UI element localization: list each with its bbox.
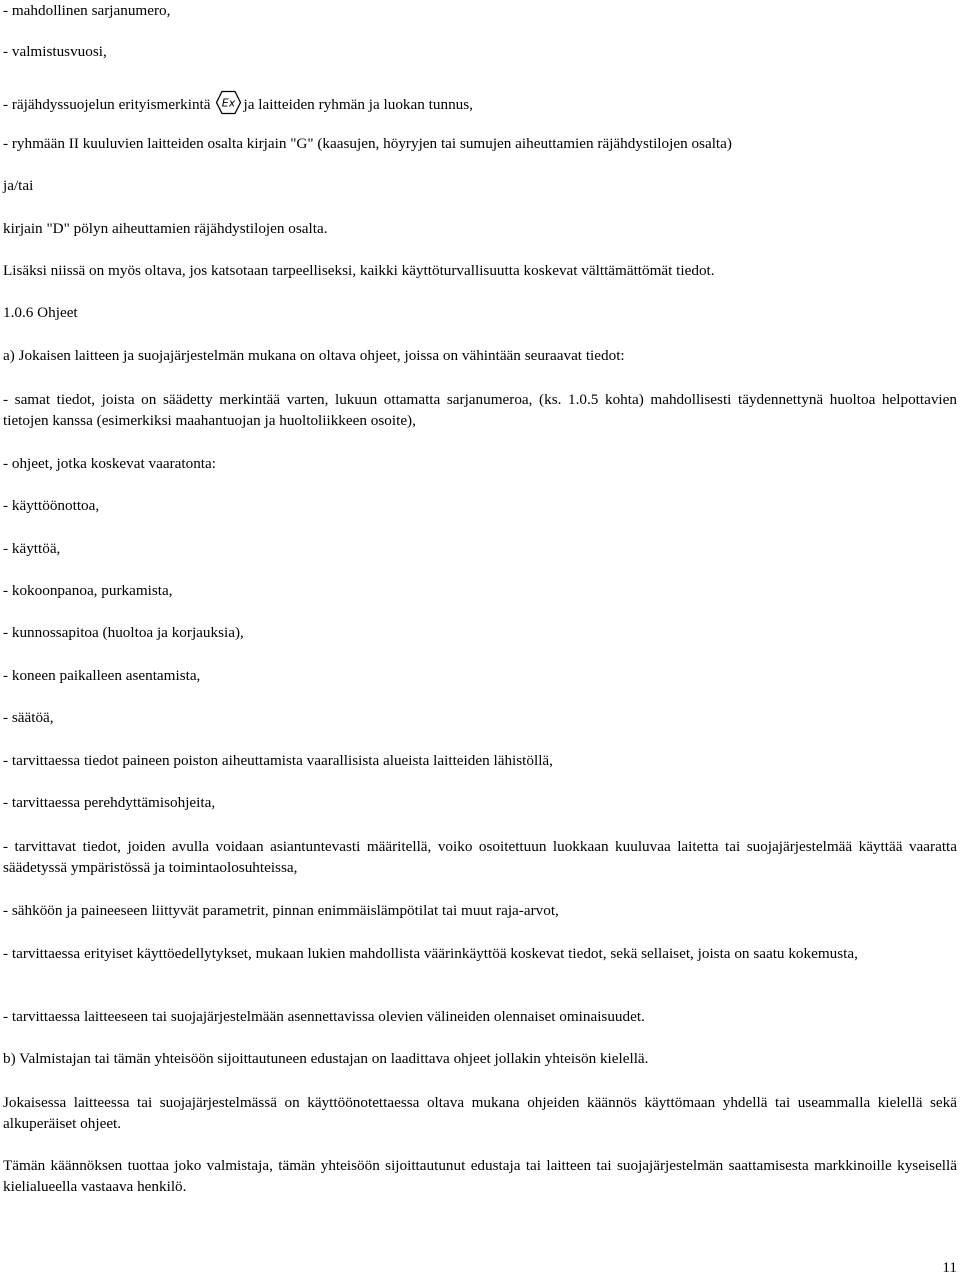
list-item-parameters: - sähköön ja paineeseen liittyvät parametrit, pinnan enimmäislämpötilat tai muut raja-arvot, (3, 902, 559, 919)
paragraph-same-info: - samat tiedot, joista on säädetty merkintää varten, lukuun ottamatta sarjanumeroa, (ks. 1.0.5 kohta) mahdollisesti täydennettynä huoltoa helpottavien tietojen kanssa (esimerkiksi maahantuojan ja huoltoliikkeen osoite), (3, 391, 957, 429)
ex-hexagon-icon (215, 90, 242, 115)
line-group-ii-letter-g: - ryhmään II kuuluvien laitteiden osalta kirjain "G" (kaasujen, höyryjen tai sumujen aiheuttamien räjähdystilojen osalta) (3, 135, 732, 152)
list-item-use: - käyttöä, (3, 540, 61, 557)
list-item-assembly: - kokoonpanoa, purkamista, (3, 582, 173, 599)
list-item-adjustment: - säätöä, (3, 709, 54, 726)
paragraph-translation: Jokaisessa laitteessa tai suojajärjestelmässä on käyttöönotettaessa oltava mukana ohjeiden käännös käyttömaan yhdellä tai useammalla kielellä sekä alkuperäiset ohjeet. (3, 1094, 957, 1132)
section-heading-instructions: 1.0.6 Ohjeet (3, 304, 78, 321)
paragraph-a-intro: a) Jokaisen laitteen ja suojajärjestelmän mukana on oltava ohjeet, joissa on vähintään seuraavat tiedot: (3, 347, 625, 364)
svg-text:Ex: Ex (221, 96, 235, 110)
paragraph-b-language: b) Valmistajan tai tämän yhteisöön sijoittautuneen edustajan on laadittava ohjeet jollakin yhteisön kielellä. (3, 1050, 649, 1067)
line-letter-d: kirjain "D" pölyn aiheuttamien räjähdystilojen osalta. (3, 220, 328, 237)
line-safe-use-instructions: - ohjeet, jotka koskevat vaaratonta: (3, 455, 216, 472)
paragraph-translator: Tämän käännöksen tuottaa joko valmistaja, tämän yhteisöön sijoittautunut edustaja tai laitteen tai suojajärjestelmän saattamisesta markkinoille kyseisellä kielialueella vastaava henkilö. (3, 1157, 957, 1195)
line-and-or: ja/tai (3, 177, 34, 194)
list-item-pressure-relief: - tarvittaessa tiedot paineen poiston aiheuttamista vaarallisista alueista laitteiden lähistöllä, (3, 752, 553, 769)
line-additional-info: Lisäksi niissä on myös oltava, jos katsotaan tarpeelliseksi, kaikki käyttöturvallisuutta koskevat välttämättömät tiedot. (3, 262, 715, 279)
page-number: 11 (942, 1259, 957, 1276)
marking-text-before: - räjähdyssuojelun erityismerkintä (3, 96, 211, 113)
marking-text-after: ja laitteiden ryhmän ja luokan tunnus, (243, 96, 473, 113)
list-item-commissioning: - käyttöönottoa, (3, 497, 100, 514)
list-item-training: - tarvittaessa perehdyttämisohjeita, (3, 794, 216, 811)
paragraph-special-conditions: - tarvittaessa erityiset käyttöedellytykset, mukaan lukien mahdollista väärinkäyttöä koskevat tiedot, sekä sellaiset, joista on saatu kokemusta, (3, 945, 858, 962)
line-explosion-marking (3, 90, 473, 116)
list-item-installation: - koneen paikalleen asentamista, (3, 667, 201, 684)
list-item-maintenance: - kunnossapitoa (huoltoa ja korjauksia), (3, 624, 244, 641)
line-manufacture-year: - valmistusvuosi, (3, 43, 107, 60)
list-item-tools: - tarvittaessa laitteeseen tai suojajärjestelmään asennettavissa olevien välineiden olennaiset ominaisuudet. (3, 1008, 645, 1025)
paragraph-assessment: - tarvittavat tiedot, joiden avulla voidaan asiantuntevasti määritellä, voiko osoitettuun luokkaan kuuluvaa laitetta tai suojajärjestelmää käyttää vaaratta säädetyssä ympäristössä ja toimintaolosuhteissa, (3, 838, 957, 876)
line-serial-number: - mahdollinen sarjanumero, (3, 2, 171, 19)
